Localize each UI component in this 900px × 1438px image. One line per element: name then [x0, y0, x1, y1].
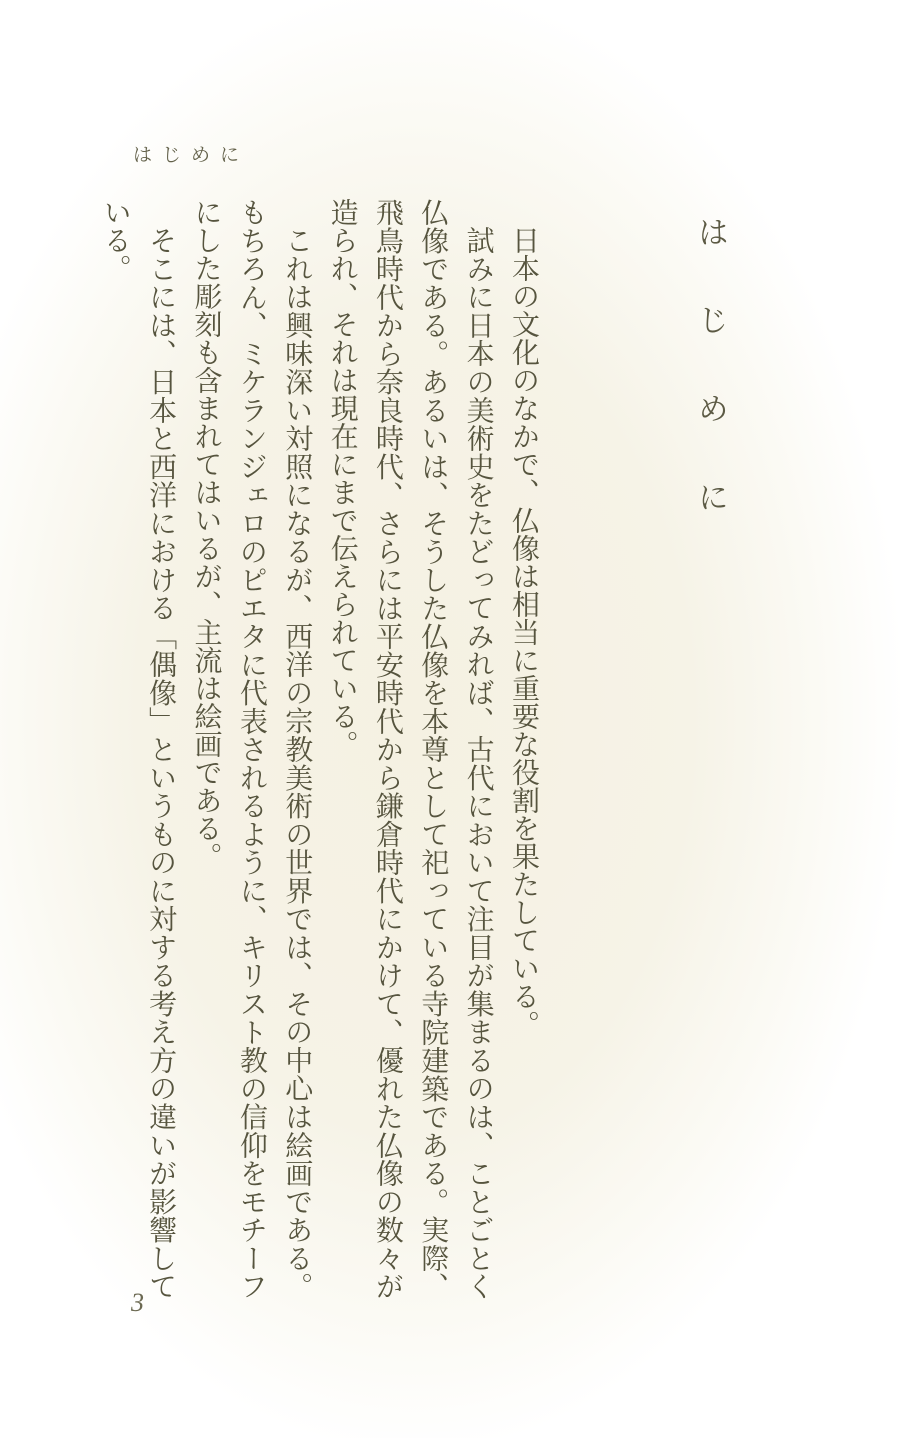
paragraph-3: これは興味深い対照になるが、西洋の宗教美術の世界では、その中心は絵画である。もちろん、ミケランジェロのピエタに代表されるように、キリスト教の信仰をモチーフにした彫刻も含まれてはいるが、主流は絵画である。 — [190, 198, 313, 1300]
paragraph-2: 試みに日本の美術史をたどってみれば、古代において注目が集まるのは、ことごとく仏像である。あるいは、そうした仏像を本尊として祀っている寺院建築である。実際、飛鳥時代から奈良時代、さらには平安時代から鎌倉時代にかけて、優れた仏像の数々が造られ、それは現在にまで伝えられている。 — [326, 198, 494, 1300]
paragraph-1: 日本の文化のなかで、仏像は相当に重要な役割を果たしている。 — [508, 226, 539, 1038]
page-number: 3 — [131, 1288, 144, 1317]
body-text — [88, 198, 546, 1300]
paragraph-4: そこには、日本と西洋における「偶像」というものに対する考え方の違いが影響している。 — [99, 198, 177, 1300]
chapter-title: はじめに — [693, 216, 728, 570]
running-head: はじめに — [133, 145, 250, 166]
